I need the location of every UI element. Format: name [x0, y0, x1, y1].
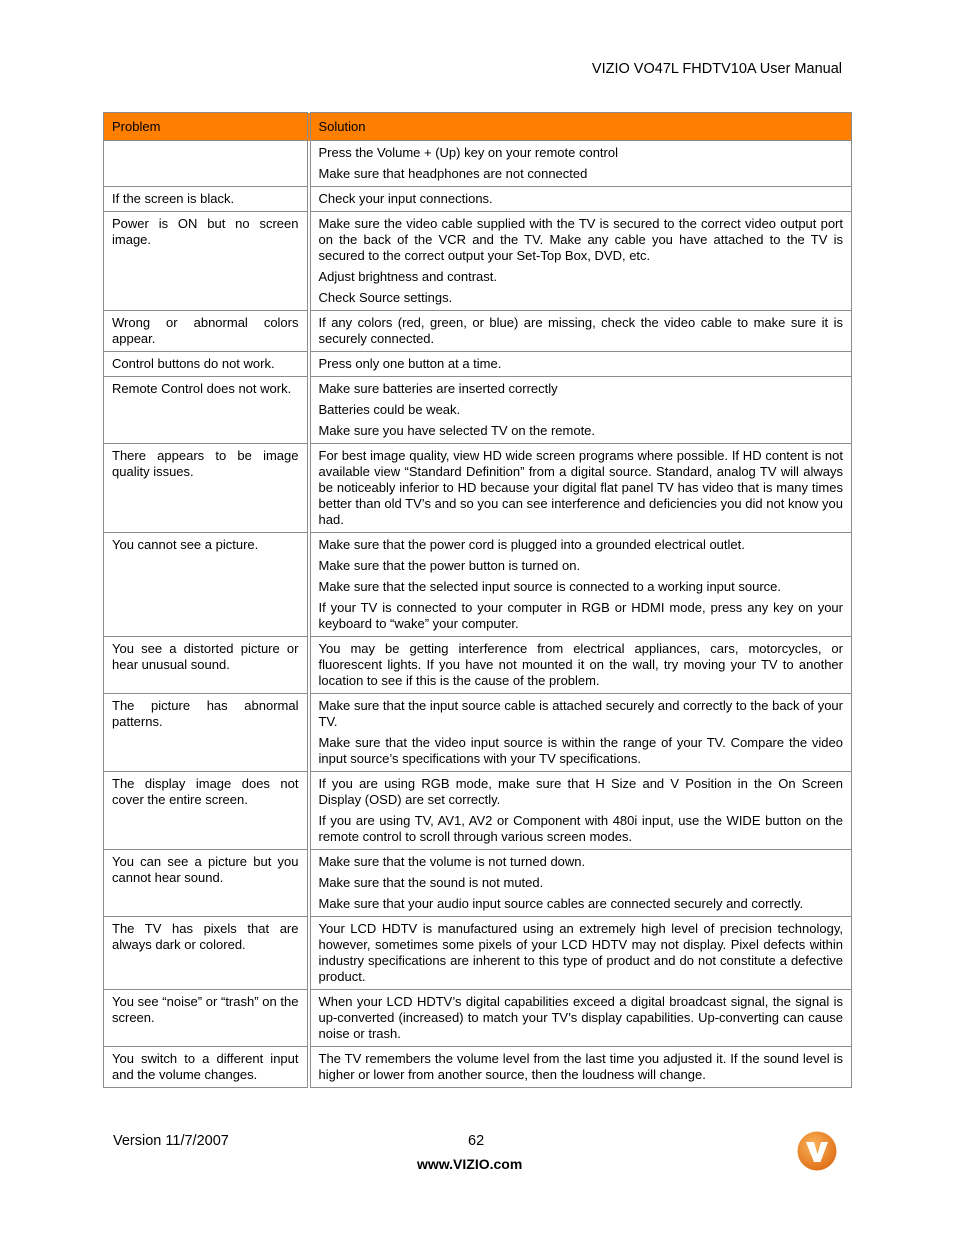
footer-version: Version 11/7/2007	[113, 1133, 229, 1149]
problem-cell: The display image does not cover the entire screen.	[104, 772, 309, 850]
table-body	[104, 141, 852, 1088]
table-row	[104, 187, 852, 212]
solution-cell	[309, 187, 852, 212]
solution-text: Make sure that your audio input source cables are connected securely and correctly.	[318, 896, 804, 911]
table-row	[104, 377, 852, 444]
solution-text: Check your input connections.	[318, 191, 493, 206]
solution-cell	[309, 1047, 852, 1088]
problem-cell: You can see a picture but you cannot hear sound.	[104, 850, 309, 917]
solution-text: Make sure that the input source cable is attached securely and correctly to the back of your TV.	[318, 698, 843, 729]
solution-cell	[309, 352, 852, 377]
table-row	[104, 212, 852, 311]
table-row	[104, 444, 852, 533]
table-header-row	[104, 113, 852, 141]
solution-text: You may be getting interference from electrical appliances, cars, motorcycles, or fluorescent lights. If you have not mounted it on the wall, try moving your TV to another location to see if this is the cause of the problem.	[318, 641, 843, 688]
solution-text: Make sure that the power cord is plugged into a grounded electrical outlet.	[318, 537, 745, 552]
solution-text: Make sure that the video input source is within the range of your TV. Compare the video input source’s specifications with your TV specifications.	[318, 735, 843, 766]
solution-text: Check Source settings.	[318, 290, 453, 305]
problem-cell	[104, 141, 309, 187]
manual-title: VIZIO VO47L FHDTV10A User Manual	[591, 61, 842, 77]
problem-cell: You see a distorted picture or hear unusual sound.	[104, 637, 309, 694]
solution-cell	[309, 694, 852, 772]
solution-text: Make sure that headphones are not connected	[318, 166, 588, 181]
problem-cell: You switch to a different input and the volume changes.	[104, 1047, 309, 1088]
table-row	[104, 352, 852, 377]
table-row	[104, 990, 852, 1047]
solution-text: Make sure that the volume is not turned down.	[318, 854, 586, 869]
solution-cell	[309, 444, 852, 533]
solution-text: Make sure that the power button is turned on.	[318, 558, 581, 573]
solution-text: If you are using RGB mode, make sure that H Size and V Position in the On Screen Display (OSD) are set correctly.	[318, 776, 843, 807]
solution-text: Make sure batteries are inserted correctly	[318, 381, 558, 396]
table-row	[104, 533, 852, 637]
solution-text: Make sure that the selected input source is connected to a working input source.	[318, 579, 781, 594]
solution-text: Press the Volume + (Up) key on your remote control	[318, 145, 618, 160]
solution-cell	[309, 637, 852, 694]
problem-cell: Remote Control does not work.	[104, 377, 309, 444]
solution-text: Adjust brightness and contrast.	[318, 269, 497, 284]
problem-cell: The TV has pixels that are always dark or colored.	[104, 917, 309, 990]
problem-cell: You see “noise” or “trash” on the screen.	[104, 990, 309, 1047]
solution-text: Press only one button at a time.	[318, 356, 502, 371]
problem-cell: Wrong or abnormal colors appear.	[104, 311, 309, 352]
problem-cell: If the screen is black.	[104, 187, 309, 212]
solution-cell	[309, 917, 852, 990]
table-row	[104, 311, 852, 352]
solution-text: For best image quality, view HD wide screen programs where possible. If HD content is not available view “Standard Definition” from a digital source. Standard, analog TV will always be noticeably inferior to HD because your digital flat panel TV has video that is many times better than old TV’s and so you can see interference and deficiencies you did not know you had.	[318, 448, 843, 527]
solution-text: Batteries could be weak.	[318, 402, 461, 417]
problem-cell: There appears to be image quality issues.	[104, 444, 309, 533]
solution-cell	[309, 850, 852, 917]
solution-text: The TV remembers the volume level from the last time you adjusted it. If the sound level is higher or lower from another source, then the loudness will change.	[318, 1051, 843, 1082]
solution-text: If you are using TV, AV1, AV2 or Component with 480i input, use the WIDE button on the remote control to scroll through various screen modes.	[318, 813, 843, 844]
solution-text: Make sure you have selected TV on the remote.	[318, 423, 596, 438]
problem-cell: Control buttons do not work.	[104, 352, 309, 377]
column-header-solution: Solution	[309, 113, 852, 141]
table-row	[104, 1047, 852, 1088]
table-row	[104, 850, 852, 917]
problem-cell: The picture has abnormal patterns.	[104, 694, 309, 772]
solution-text: If any colors (red, green, or blue) are missing, check the video cable to make sure it is securely connected.	[318, 315, 843, 346]
footer-url: www.VIZIO.com	[417, 1156, 523, 1172]
problem-cell: Power is ON but no screen image.	[104, 212, 309, 311]
page-number: 62	[468, 1133, 485, 1149]
solution-cell	[309, 772, 852, 850]
solution-text: If your TV is connected to your computer in RGB or HDMI mode, press any key on your keyboard to “wake” your computer.	[318, 600, 843, 631]
troubleshooting-table-container	[103, 112, 851, 1088]
solution-text: Your LCD HDTV is manufactured using an extremely high level of precision technology, however, sometimes some pixels of your LCD HDTV may not display. Pixel defects within industry specifications are inherent to this type of product and do not constitute a defective product.	[318, 921, 843, 984]
solution-cell	[309, 212, 852, 311]
solution-text: Make sure the video cable supplied with the TV is secured to the correct video output port on the back of the VCR and the TV. Make any cable you have attached to the TV is secured to the correct output your Set-Top Box, DVD, etc.	[318, 216, 843, 263]
solution-cell	[309, 990, 852, 1047]
solution-text: When your LCD HDTV’s digital capabilities exceed a digital broadcast signal, the signal is up-converted (increased) to match your TV’s display capabilities. Up-converting can cause noise or trash.	[318, 994, 843, 1041]
solution-cell	[309, 311, 852, 352]
table-row	[104, 772, 852, 850]
troubleshooting-table	[103, 112, 852, 1088]
column-header-problem: Problem	[104, 113, 309, 141]
problem-cell: You cannot see a picture.	[104, 533, 309, 637]
table-row	[104, 141, 852, 187]
table-row	[104, 694, 852, 772]
table-row	[104, 917, 852, 990]
solution-cell	[309, 533, 852, 637]
solution-text: Make sure that the sound is not muted.	[318, 875, 544, 890]
solution-cell	[309, 377, 852, 444]
vizio-logo-icon	[797, 1131, 837, 1171]
table-row	[104, 637, 852, 694]
solution-cell	[309, 141, 852, 187]
